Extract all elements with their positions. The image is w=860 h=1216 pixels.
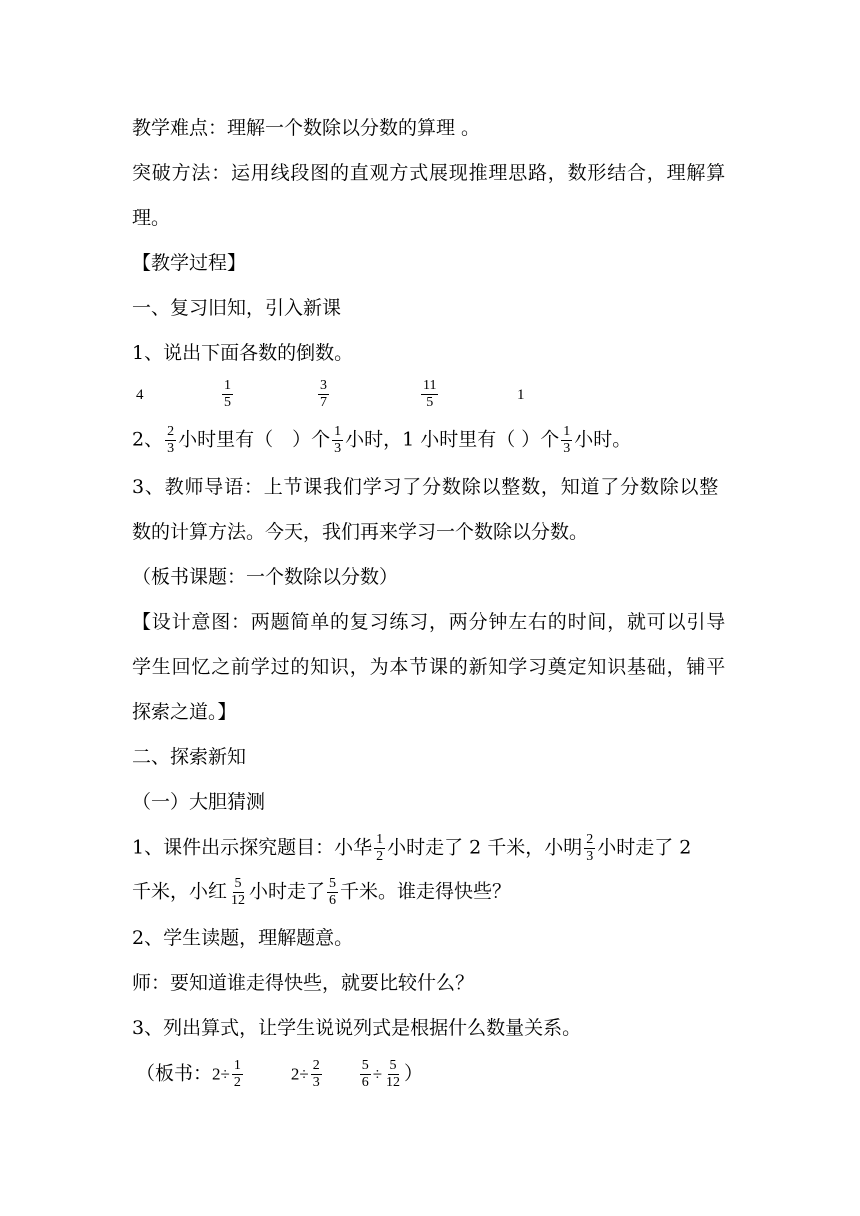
problem-line1: 1、课件出示探究题目：小华 $\frac{1}{2}$ 小时走了 2 千米，小明 $\frac{2}{3}$ 小时走了 2: [132, 832, 692, 864]
problem-line2: 千米，小红 $\frac{5}{12}$ 小时走了 $\frac{5}{6}$ 千米。谁走得快些？: [132, 876, 512, 908]
design-intent-line1: 【设计意图：两题简单的复习练习，两分钟左右的时间，就可以引导: [132, 611, 727, 633]
breakthrough-method-line2: 理。: [132, 207, 171, 229]
reciprocal-number-1: 1: [517, 387, 525, 403]
board-expressions: （板书：2÷ $\frac{1}{2}$ 2÷ $\frac{2}{3}$ $\frac{5}{6}$ ÷ $\frac{5}{12}$ ）: [136, 1058, 424, 1090]
section-2-item-3: 3、列出算式，让学生说说列式是根据什么数量关系。: [132, 1017, 582, 1039]
reciprocal-fraction-11-5: $\frac{11}{5}$: [423, 378, 437, 410]
reciprocal-number-4: 4: [136, 387, 144, 403]
breakthrough-method-line1: 突破方法：运用线段图的直观方式展现推理思路，数形结合，理解算: [132, 162, 727, 184]
board-title: （板书课题：一个数除以分数）: [132, 566, 399, 588]
section-1-heading: 一、复习旧知，引入新课: [132, 297, 342, 319]
teaching-difficulty: 教学难点：理解一个数除以分数的算理 。: [132, 117, 481, 139]
item-1-reciprocals: 1、说出下面各数的倒数。: [132, 342, 354, 364]
reciprocal-fraction-1-5: $\frac{1}{5}$: [224, 378, 231, 410]
design-intent-line2: 学生回忆之前学过的知识，为本节课的新知学习奠定知识基础，铺平: [132, 656, 727, 678]
subsection-1-heading: （一）大胆猜测: [132, 791, 266, 813]
item-2-question: 2、 $\frac{2}{3}$ 小时里有（ ）个 $\frac{1}{3}$ 小时，1 小时里有（ ）个 $\frac{1}{3}$ 小时。: [132, 424, 632, 456]
design-intent-line3: 探索之道。】: [132, 701, 237, 723]
section-2-item-2: 2、学生读题，理解题意。: [132, 927, 354, 949]
reciprocal-fraction-3-7: $\frac{3}{7}$: [320, 378, 327, 410]
item-3-line2: 数的计算方法。今天，我们再来学习一个数除以分数。: [132, 521, 589, 543]
section-2-heading: 二、探索新知: [132, 746, 247, 768]
teacher-question: 师：要知道谁走得快些，就要比较什么？: [132, 972, 475, 994]
process-heading: 【教学过程】: [132, 252, 247, 274]
item-3-line1: 3、教师导语：上节课我们学习了分数除以整数，知道了分数除以整: [132, 476, 720, 498]
